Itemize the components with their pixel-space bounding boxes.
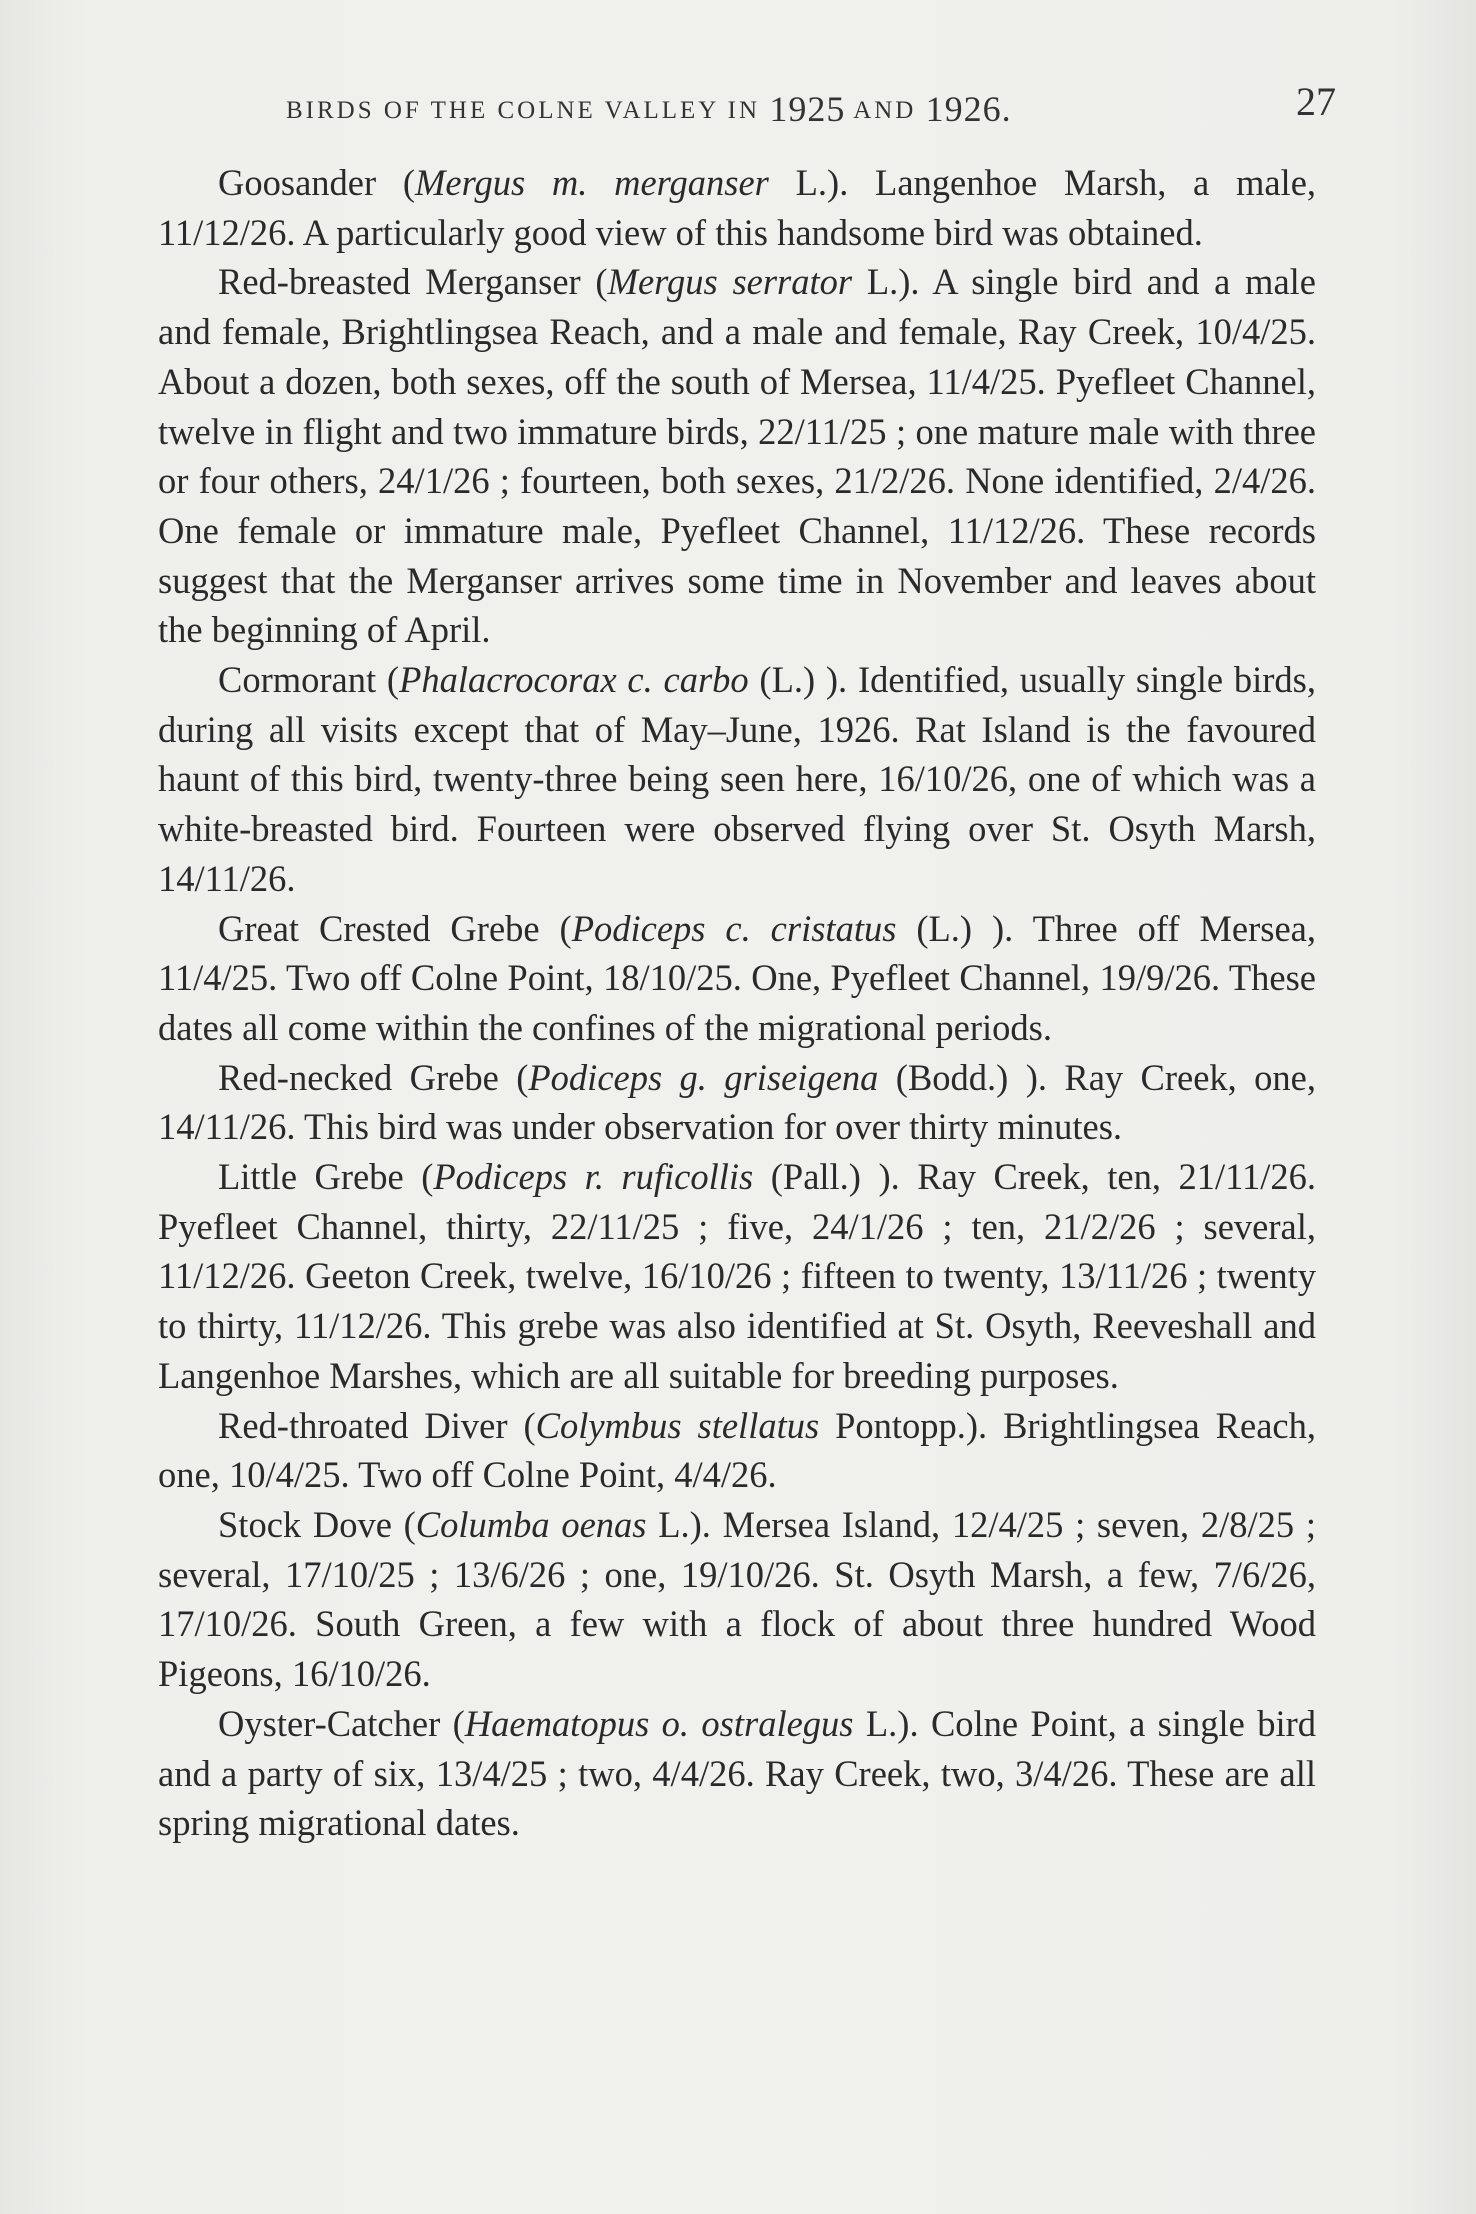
species-name: Haematopus o. ostralegus	[464, 1702, 854, 1744]
common-name: Great Crested Grebe	[218, 907, 540, 949]
entry-text: Langenhoe Marsh, a male, 11/12/26. A particularly good view of this handsome bird was obtained.	[158, 162, 1317, 253]
common-name: Red-breasted Merganser	[218, 261, 581, 303]
authority: (L.) ).	[748, 659, 848, 701]
entry-red-necked-grebe	[158, 1053, 1316, 1152]
open-paren: (	[498, 1056, 529, 1098]
authority: (Bodd.) ).	[878, 1056, 1047, 1098]
common-name: Red-necked Grebe	[218, 1056, 499, 1098]
entry-red-throated-diver	[158, 1401, 1316, 1500]
species-name: Podiceps g. griseigena	[528, 1056, 879, 1098]
entry-text: A single bird and a male and female, Brightlingsea Reach, and a male and female, Ray Creek, 10/4/25. About a dozen, both sexes, off the south of Mersea, 11/4/25. Pyefleet Channel, twelve in flight and two immature birds, 22/11/25 ; one mature male with three or four others, 24/1/26 ; fourteen, both sexes, 21/2/26. None identified, 2/4/26. One female or immature male, Pyefleet Channel, 11/12/26. These records suggest that the Merganser arrives some time in November and leaves about the beginning of April.	[158, 261, 1316, 651]
authority: (L.) ).	[896, 907, 1014, 949]
text-block	[158, 158, 1316, 1848]
authority: Pontopp.).	[819, 1404, 988, 1446]
entry-cormorant	[158, 655, 1316, 904]
open-paren: (	[507, 1404, 536, 1446]
title-year-2: 1926.	[925, 89, 1012, 129]
entry-text: Brightlingsea Reach, one, 10/4/25. Two off Colne Point, 4/4/26.	[158, 1404, 1316, 1496]
open-paren: (	[539, 907, 572, 949]
entry-red-breasted-merganser	[158, 257, 1316, 655]
authority: L.).	[768, 162, 849, 203]
page-number: 27	[1296, 79, 1336, 124]
species-name: Mergus serrator	[607, 261, 853, 303]
title-prefix: BIRDS OF THE COLNE VALLEY IN	[286, 97, 770, 124]
entry-text: Ray Creek, one, 14/11/26. This bird was under observation for over thirty minutes.	[158, 1056, 1317, 1148]
running-head	[160, 79, 1350, 132]
common-name: Red-throated Diver	[218, 1404, 508, 1446]
authority: (Pall.) ).	[753, 1156, 900, 1198]
entry-goosander	[158, 158, 1316, 257]
species-name: Colymbus stellatus	[535, 1404, 820, 1446]
open-paren: (	[376, 659, 400, 701]
authority: L.).	[852, 261, 920, 303]
species-name: Podiceps c. cristatus	[571, 907, 897, 949]
common-name: Oyster-Catcher	[218, 1702, 441, 1744]
entry-text: Colne Point, a single bird and a party of six, 13/4/25 ; two, 4/4/26. Ray Creek, two, 3/4/26. These are all spring migrational dates.	[158, 1702, 1317, 1844]
title-mid: AND	[845, 97, 926, 124]
running-title	[286, 88, 1012, 130]
common-name: Little Grebe	[218, 1156, 404, 1198]
entry-text: Three off Mersea, 11/4/25. Two off Colne Point, 18/10/25. One, Pyefleet Channel, 19/9/26. These dates all come within the confines of the migrational periods.	[158, 907, 1317, 1048]
common-name: Goosander	[218, 162, 377, 203]
common-name: Stock Dove	[218, 1503, 392, 1545]
authority: L.).	[853, 1702, 919, 1744]
open-paren: (	[391, 1503, 416, 1545]
species-name: Podiceps r. ruficollis	[433, 1156, 754, 1198]
entry-oyster-catcher	[158, 1699, 1316, 1848]
open-paren: (	[376, 162, 416, 203]
entry-text: Mersea Island, 12/4/25 ; seven, 2/8/25 ; several, 17/10/25 ; 13/6/26 ; one, 19/10/26. St. Osyth Marsh, a few, 7/6/26, 17/10/26. South Green, a few with a flock of about three hundred Wood Pigeons, 16/10/26.	[158, 1503, 1317, 1695]
open-paren: (	[403, 1156, 434, 1198]
entry-text: Identified, usually single birds, during all visits except that of May–June, 1926. Rat Island is the favoured haunt of this bird, twenty-three being seen here, 16/10/26, one of which was a white-breasted bird. Fourteen were observed flying over St. Osyth Marsh, 14/11/26.	[158, 659, 1316, 899]
entry-little-grebe	[158, 1152, 1316, 1401]
open-paren: (	[580, 261, 608, 303]
common-name: Cormorant	[218, 659, 377, 701]
title-year-1: 1925	[769, 89, 846, 129]
species-name: Columba oenas	[415, 1503, 647, 1545]
entry-stock-dove	[158, 1500, 1316, 1699]
authority: L.).	[646, 1503, 711, 1545]
species-name: Mergus m. merganser	[415, 162, 769, 203]
entry-text: Ray Creek, ten, 21/11/26. Pyefleet Channel, thirty, 22/11/25 ; five, 24/1/26 ; ten, 21/2/26 ; several, 11/12/26. Geeton Creek, twelve, 16/10/26 ; fifteen to twenty, 13/11/26 ; twenty to thirty, 11/12/26. This grebe was also identified at St. Osyth, Reeveshall and Langenhoe Marshes, which are all suitable for breeding purposes.	[158, 1156, 1317, 1396]
entry-great-crested-grebe	[158, 904, 1316, 1053]
species-name: Phalacrocorax c. carbo	[399, 659, 749, 701]
open-paren: (	[440, 1702, 465, 1744]
